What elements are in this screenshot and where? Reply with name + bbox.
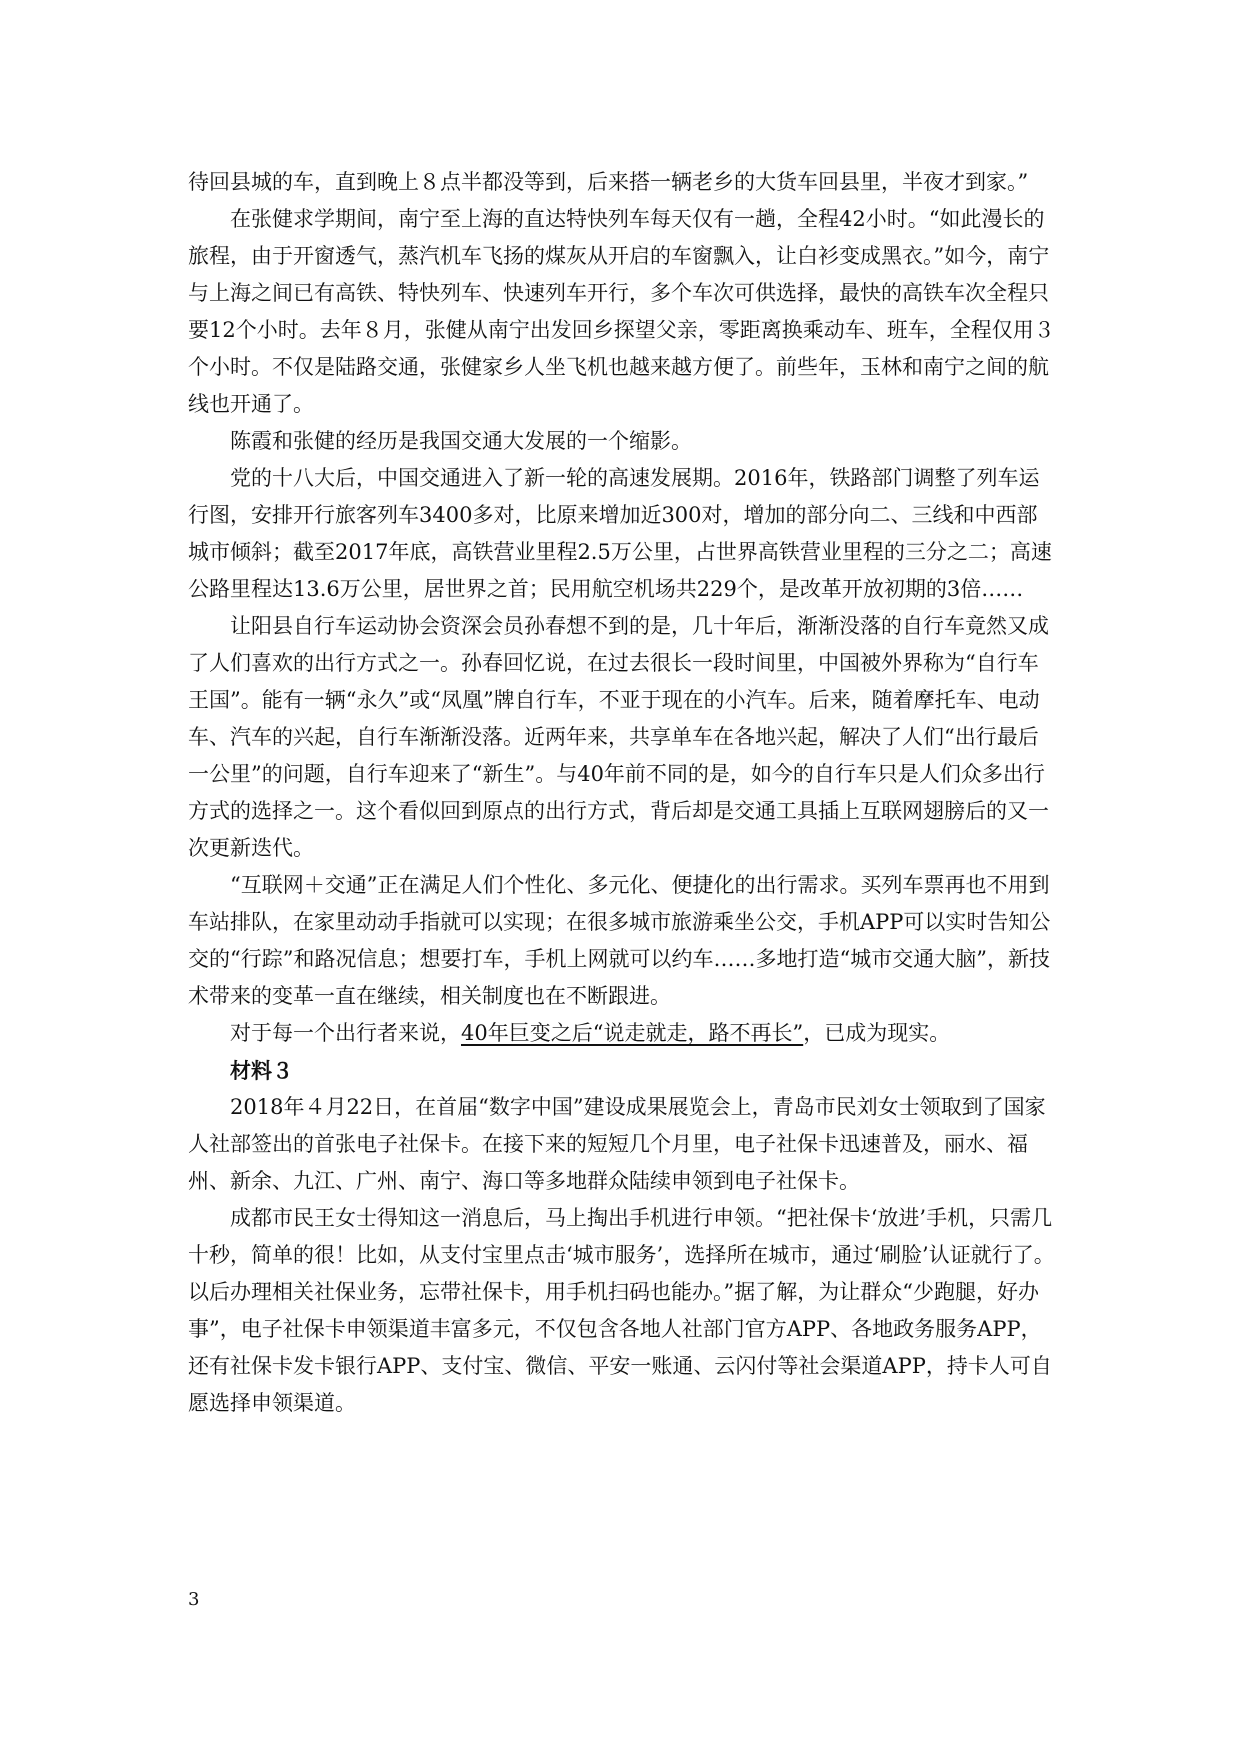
document-body: [188, 164, 1058, 1422]
section-heading-material-3: 材料３: [230, 1058, 293, 1083]
paragraph-summary: 陈霞和张健的经历是我国交通大发展的一个缩影。: [230, 429, 692, 453]
paragraph-transport-development: 党的十八大后，中国交通进入了新一轮的高速发展期。2016年，铁路部门调整了列车运行图，安排开行旅客列车3400多对，比原来增加近300对，增加的部分向二、三线和中西部城市倾斜；截至2017年底，高铁营业里程2.5万公里，占世界高铁营业里程的三分之二；高速公路里程达13.6万公里，居世界之首；民用航空机场共229个，是改革开放初期的3倍……: [188, 466, 1052, 601]
conclusion-tail: ，已成为现实。: [803, 1021, 951, 1045]
paragraph-social-security-card: 2018年４月22日，在首届“数字中国”建设成果展览会上，青岛市民刘女士领取到了国家人社部签出的首张电子社保卡。在接下来的短短几个月里，电子社保卡迅速普及，丽水、福州、新余、九江、广州、南宁、海口等多地群众陆续申领到电子社保卡。: [188, 1095, 1046, 1193]
paragraph-internet-transport: “互联网＋交通”正在满足人们个性化、多元化、便捷化的出行需求。买列车票再也不用到车站排队，在家里动动手指就可以实现；在很多城市旅游乘坐公交，手机APP可以实时告知公交的“行踪”和路况信息；想要打车，手机上网就可以约车……多地打造“城市交通大脑”，新技术带来的变革一直在继续，相关制度也在不断跟进。: [188, 873, 1051, 1008]
page-number: 3: [188, 1589, 200, 1610]
underlined-phrase: 40年巨变之后“说走就走，路不再长”: [461, 1021, 804, 1045]
paragraph-continuation: 待回县城的车，直到晚上８点半都没等到，后来搭一辆老乡的大货车回县里，半夜才到家。”: [188, 170, 1029, 194]
paragraph-zhang-jian-study: 在张健求学期间，南宁至上海的直达特快列车每天仅有一趟，全程42小时。“如此漫长的旅程，由于开窗透气，蒸汽机车飞扬的煤灰从开启的车窗飘入，让白衫变成黑衣。”如今，南宁与上海之间已有高铁、特快列车、快速列车开行，多个车次可供选择，最快的高铁车次全程只要12个小时。去年８月，张健从南宁出发回乡探望父亲，零距离换乘动车、班车，全程仅用３个小时。不仅是陆路交通，张健家乡人坐飞机也越来越方便了。前些年，玉林和南宁之间的航线也开通了。: [188, 207, 1055, 416]
paragraph-bicycle: 让阳县自行车运动协会资深会员孙春想不到的是，几十年后，渐渐没落的自行车竟然又成了人们喜欢的出行方式之一。孙春回忆说，在过去很长一段时间里，中国被外界称为“自行车王国”。能有一辆“永久”或“凤凰”牌自行车，不亚于现在的小汽车。后来，随着摩托车、电动车、汽车的兴起，自行车渐渐没落。近两年来，共享单车在各地兴起，解决了人们“出行最后一公里”的问题，自行车迎来了“新生”。与40年前不同的是，如今的自行车只是人们众多出行方式的选择之一。这个看似回到原点的出行方式，背后却是交通工具插上互联网翅膀后的又一次更新迭代。: [188, 614, 1049, 860]
paragraph-conclusion: [188, 1015, 1058, 1052]
conclusion-lead: 对于每一个出行者来说，: [230, 1021, 461, 1045]
paragraph-chengdu-application: 成都市民王女士得知这一消息后，马上掏出手机进行申领。“把社保卡‘放进’手机，只需几十秒，简单的很！比如，从支付宝里点击‘城市服务’，选择所在城市，通过‘刷脸’认证就行了。以后办理相关社保业务，忘带社保卡，用手机扫码也能办。”据了解，为让群众“少跑腿，好办事”，电子社保卡申领渠道丰富多元，不仅包含各地人社部门官方APP、各地政务服务APP，还有社保卡发卡银行APP、支付宝、微信、平安一账通、云闪付等社会渠道APP，持卡人可自愿选择申领渠道。: [188, 1206, 1055, 1415]
